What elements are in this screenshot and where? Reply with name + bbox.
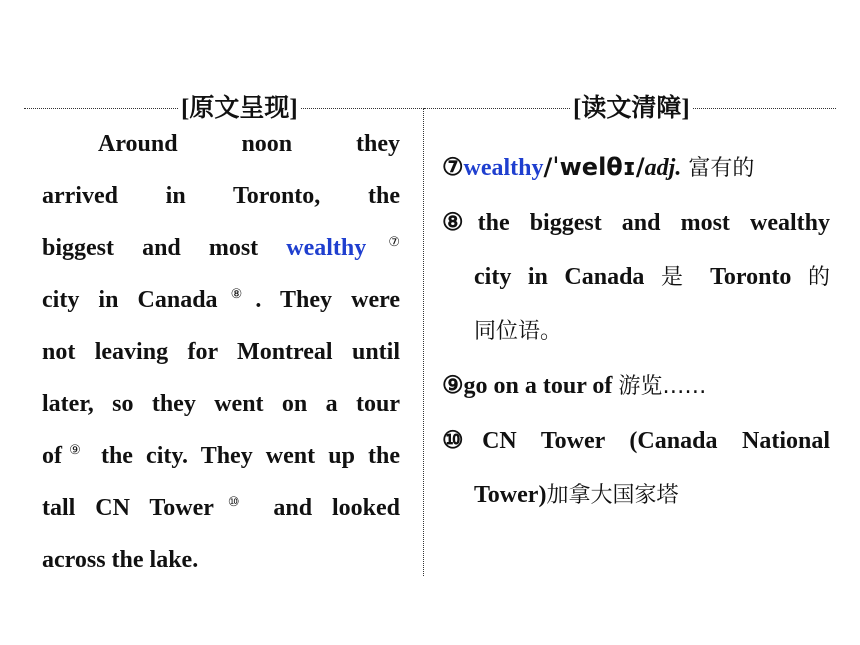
note-ref-7: ⑦ (366, 234, 400, 249)
column-divider (423, 108, 424, 576)
passage-line: across the lake. (42, 547, 199, 573)
passage-line: tall CN Tower⑩ and looked (42, 494, 400, 521)
highlight-word-wealthy: wealthy (286, 235, 367, 261)
passage-line: not leaving for Montreal until (42, 339, 400, 365)
note-ref-8: ⑧ (217, 286, 256, 301)
passage-line: arrived in Toronto, the (42, 183, 400, 209)
passage-line: city in Canada⑧. They were (42, 286, 401, 313)
reading-notes-header: [读文清障] (573, 95, 690, 122)
note-ref-9: ⑨ (62, 442, 88, 457)
original-text-header: [原文呈现] (181, 95, 298, 122)
note-9: ⑨go on a tour of 游览…… (442, 373, 707, 399)
original-text-passage (42, 118, 400, 586)
passage-line: of⑨ the city. They went up the (42, 442, 400, 469)
note-7-word: wealthy (463, 155, 544, 181)
note-8: ⑧the biggest and most wealthy city in Canada 是 Toronto 的 同位语。 (442, 210, 830, 344)
note-7: ⑦wealthy/ˈwelθɪ/adj. 富有的 (442, 153, 755, 181)
note-ref-10: ⑩ (213, 494, 254, 509)
note-7-phonetic: /ˈwelθɪ/ (543, 153, 645, 181)
passage-line: Around noon they (98, 131, 400, 157)
reading-notes (442, 140, 830, 523)
passage-line: biggest and most wealthy⑦ (42, 234, 400, 261)
passage-line: later, so they went on a tour (42, 391, 400, 417)
note-10: ⑩CN Tower (Canada National Tower)加拿大国家塔 (442, 428, 831, 508)
